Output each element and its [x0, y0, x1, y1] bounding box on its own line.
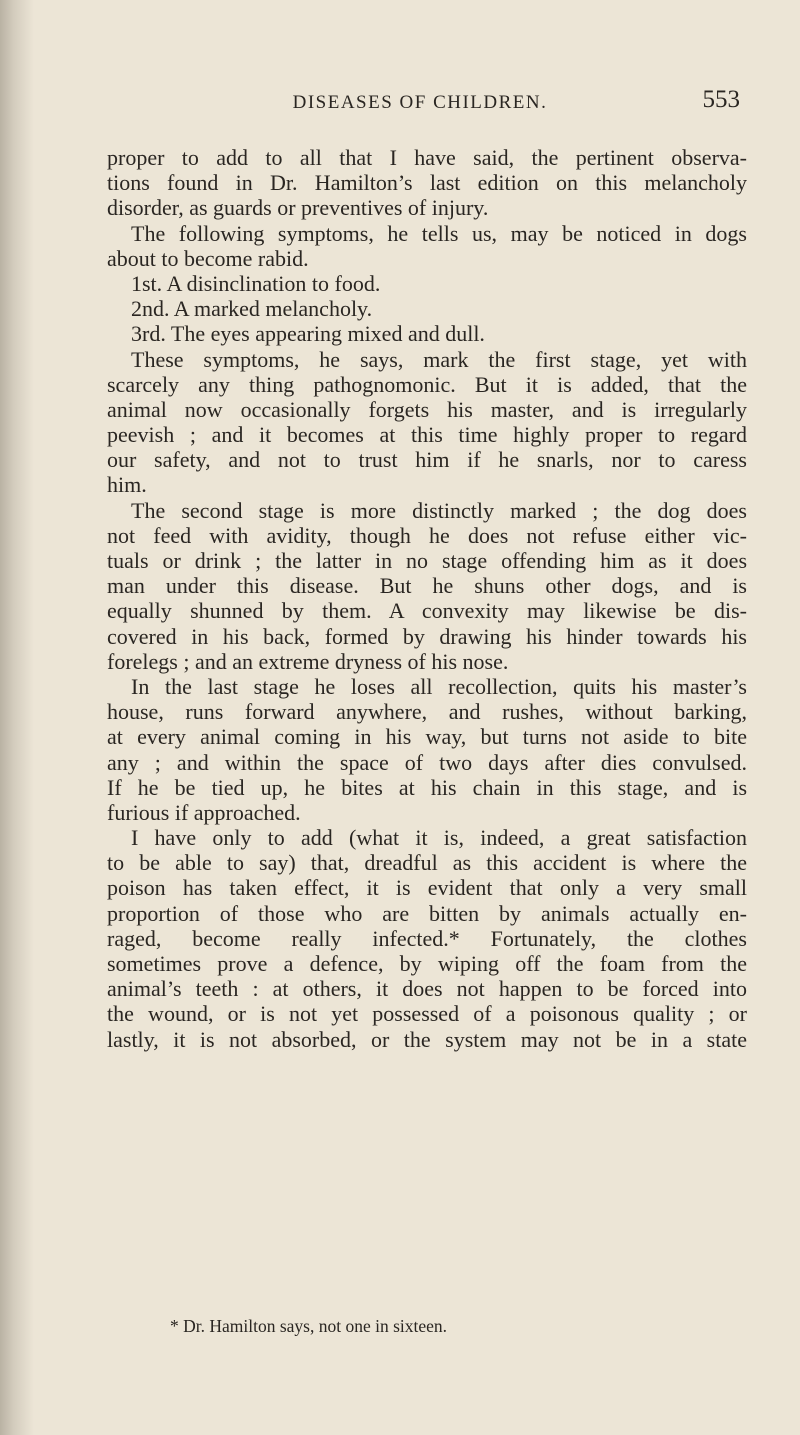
page-number: 553	[702, 86, 740, 113]
text-line: peevish ; and it becomes at this time highly proper to regard	[107, 422, 747, 448]
text-line: sometimes prove a defence, by wiping off the foam from the	[107, 951, 747, 976]
text-line: man under this disease. But he shuns other dogs, and is	[107, 573, 747, 599]
text-line: If he be tied up, he bites at his chain in this stage, and is	[107, 774, 747, 800]
text-line: any ; and within the space of two days after dies convulsed.	[107, 749, 747, 775]
text-line: proper to add to all that I have said, the pertinent observa-	[107, 145, 747, 170]
text-line: These symptoms, he says, mark the first stage, yet with	[131, 346, 747, 372]
text-line: forelegs ; and an extreme dryness of his nose.	[107, 648, 509, 674]
text-line: furious if approached.	[107, 799, 301, 825]
text-line: I have only to add (what it is, indeed, a great satisfaction	[131, 825, 747, 851]
text-line: lastly, it is not absorbed, or the system may not be in a state	[107, 1026, 747, 1052]
text-line: 2nd. A marked melancholy.	[131, 296, 373, 322]
page-header	[100, 82, 740, 122]
text-line: covered in his back, formed by drawing his hinder towards his	[107, 623, 747, 649]
text-line: house, runs forward anywhere, and rushes, without barking,	[107, 699, 747, 725]
text-line: scarcely any thing pathognomonic. But it is added, that the	[107, 371, 747, 397]
text-line: animal’s teeth : at others, it does not happen to be forced into	[107, 976, 747, 1002]
footnote: * Dr. Hamilton says, not one in sixteen.	[170, 1316, 448, 1336]
text-line: the wound, or is not yet possessed of a poisonous quality ; or	[107, 1001, 747, 1027]
text-line: about to become rabid.	[107, 245, 309, 271]
text-line: animal now occasionally forgets his master, and is irregularly	[107, 396, 747, 422]
running-head: DISEASES OF CHILDREN.	[292, 92, 548, 113]
text-line: tions found in Dr. Hamilton’s last edition on this melancholy	[107, 170, 747, 196]
text-line: our safety, and not to trust him if he snarls, nor to caress	[107, 447, 747, 473]
text-line: disorder, as guards or preventives of injury.	[107, 195, 489, 221]
text-line: at every animal coming in his way, but turns not aside to bite	[107, 724, 747, 750]
text-line: tuals or drink ; the latter in no stage offending him as it does	[107, 548, 747, 573]
text-line: proportion of those who are bitten by animals actually en-	[107, 900, 747, 926]
body-text	[107, 145, 747, 1052]
text-line: to be able to say) that, dreadful as this accident is where the	[107, 850, 747, 876]
text-line: poison has taken effect, it is evident that only a very small	[107, 875, 747, 901]
text-line: The following symptoms, he tells us, may be noticed in dogs	[131, 220, 747, 246]
text-line: him.	[107, 472, 147, 498]
text-line: 1st. A disinclination to food.	[131, 270, 381, 296]
text-line: not feed with avidity, though he does not refuse either vic-	[107, 522, 747, 548]
text-line: In the last stage he loses all recollection, quits his master’s	[131, 673, 747, 699]
text-line: 3rd. The eyes appearing mixed and dull.	[131, 321, 485, 347]
text-line: raged, become really infected.* Fortunately, the clothes	[107, 925, 747, 951]
text-line: equally shunned by them. A convexity may likewise be dis-	[107, 598, 747, 624]
text-line: The second stage is more distinctly marked ; the dog does	[131, 497, 747, 523]
page-binding-shadow	[0, 0, 34, 1435]
